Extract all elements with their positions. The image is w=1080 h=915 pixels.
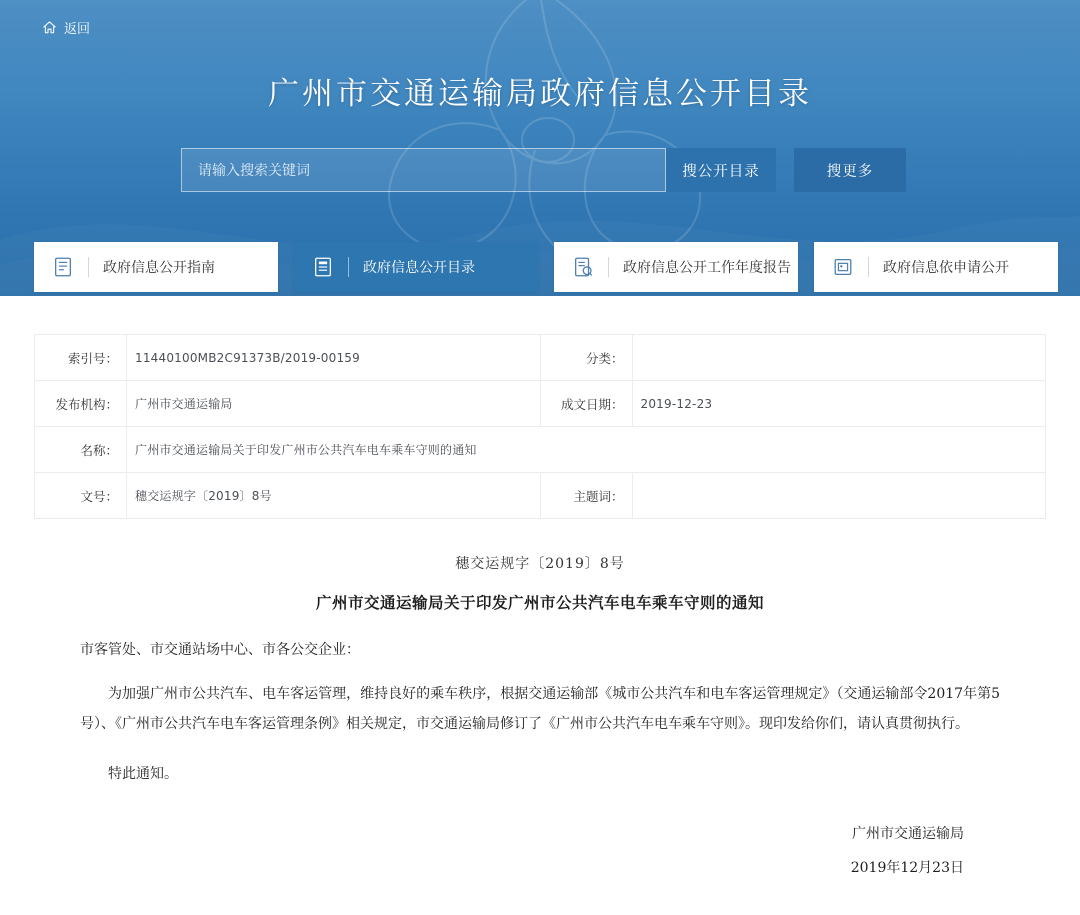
search-more-button[interactable]: 搜更多 <box>794 148 906 192</box>
search-input[interactable] <box>181 148 666 192</box>
nav-tabs <box>34 242 1058 292</box>
back-link[interactable] <box>42 18 90 37</box>
publisher-value: 广州市交通运输局 <box>127 381 541 427</box>
doc-number-label: 文号： <box>35 473 127 519</box>
tab-disclosure-guide[interactable] <box>34 242 278 292</box>
page-body <box>0 334 1080 907</box>
category-value <box>632 335 1046 381</box>
issue-date-value: 2019-12-23 <box>632 381 1046 427</box>
tab-annual-report[interactable] <box>554 242 798 292</box>
document-paragraph-1: 为加强广州市公共汽车、电车客运管理，维持良好的乘车秩序，根据交通运输部《城市公共汽车和电车客运管理规定》（交通运输部令2017年第5号）、《广州市公共汽车电车客运管理条例》相关规定，市交通运输局修订了《广州市公共汽车电车乘车守则》。现印发给你们，请认真贯彻执行。 <box>80 686 1000 732</box>
page-title: 广州市交通运输局政府信息公开目录 <box>268 76 812 112</box>
table-row <box>35 473 1046 519</box>
category-label: 分类： <box>540 335 632 381</box>
document-icon <box>52 256 74 278</box>
table-row <box>35 335 1046 381</box>
name-value: 广州市交通运输局关于印发广州市公共汽车电车乘车守则的通知 <box>127 427 1046 473</box>
report-icon <box>572 256 594 278</box>
index-number-label: 索引号： <box>35 335 127 381</box>
tab-disclosure-catalog[interactable] <box>294 242 538 292</box>
tab-label: 政府信息公开目录 <box>348 257 475 277</box>
list-document-icon <box>312 256 334 278</box>
tab-label: 政府信息依申请公开 <box>868 257 1009 277</box>
document-number: 穗交运规字〔2019〕8号 <box>455 556 625 572</box>
apply-icon <box>832 256 854 278</box>
tab-label: 政府信息公开工作年度报告 <box>608 257 791 277</box>
publisher-label: 发布机构： <box>35 381 127 427</box>
document-paragraph-2: 特此通知。 <box>108 766 178 782</box>
document-date: 2019年12月23日 <box>850 860 964 876</box>
page-banner <box>0 0 1080 296</box>
document-title: 广州市交通运输局关于印发广州市公共汽车电车乘车守则的通知 <box>315 593 764 612</box>
document-metadata-table <box>34 334 1046 519</box>
back-link-label: 返回 <box>64 21 91 36</box>
document-signature: 广州市交通运输局 <box>852 826 964 842</box>
subject-words-value <box>632 473 1046 519</box>
issue-date-label: 成文日期： <box>540 381 632 427</box>
tab-apply-disclosure[interactable] <box>814 242 1058 292</box>
search-catalog-button[interactable]: 搜公开目录 <box>666 148 776 192</box>
tab-label: 政府信息公开指南 <box>88 257 215 277</box>
home-icon <box>42 20 57 35</box>
document-recipient: 市客管处、市交通站场中心、市各公交企业： <box>80 642 360 658</box>
table-row <box>35 427 1046 473</box>
doc-number-value: 穗交运规字〔2019〕8号 <box>127 473 541 519</box>
index-number-value: 11440100MB2C91373B/2019-00159 <box>127 335 541 381</box>
document-content <box>34 519 1046 907</box>
name-label: 名称： <box>35 427 127 473</box>
subject-words-label: 主题词： <box>540 473 632 519</box>
table-row <box>35 381 1046 427</box>
search-bar <box>181 148 906 192</box>
